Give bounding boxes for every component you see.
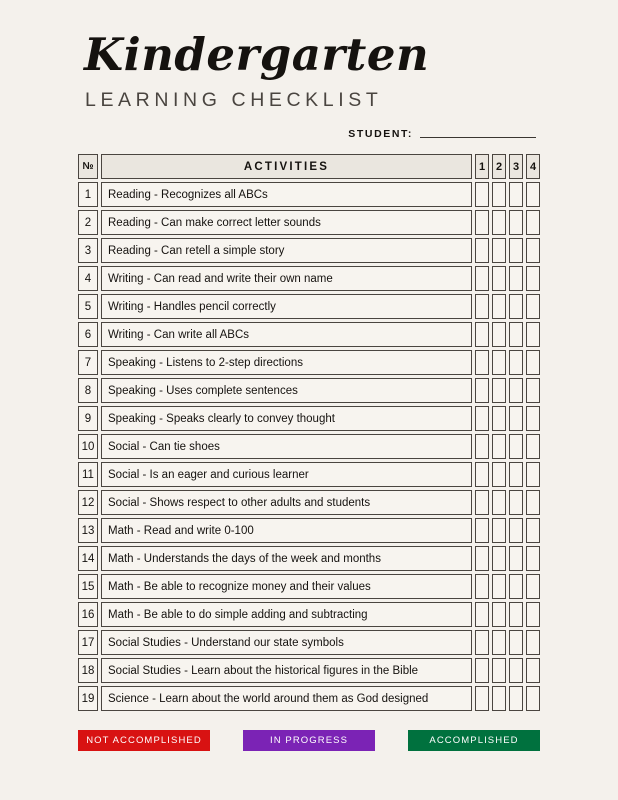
row-activity: Writing - Can write all ABCs: [101, 322, 472, 347]
checkbox-cell-2[interactable]: [492, 518, 506, 543]
column-header-activities: ACTIVITIES: [101, 154, 472, 179]
table-row: [78, 574, 540, 599]
checkbox-cell-2[interactable]: [492, 630, 506, 655]
checkbox-cell-1[interactable]: [475, 238, 489, 263]
checkbox-cell-2[interactable]: [492, 602, 506, 627]
row-activity: Reading - Can retell a simple story: [101, 238, 472, 263]
checkbox-cell-2[interactable]: [492, 658, 506, 683]
row-number: 16: [78, 602, 98, 627]
row-number: 4: [78, 266, 98, 291]
page-title: Kindergarten: [84, 28, 430, 81]
table-header-row: [78, 154, 540, 179]
checkbox-cell-4[interactable]: [526, 210, 540, 235]
student-label: STUDENT:: [348, 128, 413, 141]
row-number: 1: [78, 182, 98, 207]
row-activity: Speaking - Listens to 2-step directions: [101, 350, 472, 375]
checkbox-cell-3[interactable]: [509, 406, 523, 431]
row-activity: Math - Be able to recognize money and their values: [101, 574, 472, 599]
checkbox-cell-1[interactable]: [475, 322, 489, 347]
table-row: [78, 238, 540, 263]
row-activity: Speaking - Speaks clearly to convey thought: [101, 406, 472, 431]
row-number: 8: [78, 378, 98, 403]
row-number: 12: [78, 490, 98, 515]
row-number: 15: [78, 574, 98, 599]
checkbox-cell-3[interactable]: [509, 182, 523, 207]
table-row: [78, 630, 540, 655]
row-number: 14: [78, 546, 98, 571]
row-activity: Social - Shows respect to other adults and students: [101, 490, 472, 515]
row-activity: Math - Read and write 0-100: [101, 518, 472, 543]
row-number: 5: [78, 294, 98, 319]
checkbox-cell-4[interactable]: [526, 238, 540, 263]
checkbox-cell-3[interactable]: [509, 658, 523, 683]
row-activity: Math - Understands the days of the week and months: [101, 546, 472, 571]
checkbox-cell-3[interactable]: [509, 350, 523, 375]
row-activity: Science - Learn about the world around them as God designed: [101, 686, 472, 711]
checkbox-cell-2[interactable]: [492, 462, 506, 487]
table-row: [78, 546, 540, 571]
table-row: [78, 434, 540, 459]
checkbox-cell-4[interactable]: [526, 350, 540, 375]
checkbox-cell-4[interactable]: [526, 686, 540, 711]
checkbox-cell-4[interactable]: [526, 434, 540, 459]
column-header-mark-1: 1: [475, 154, 489, 179]
row-activity: Social Studies - Learn about the historical figures in the Bible: [101, 658, 472, 683]
checkbox-cell-3[interactable]: [509, 602, 523, 627]
checkbox-cell-4[interactable]: [526, 630, 540, 655]
checkbox-cell-2[interactable]: [492, 182, 506, 207]
checkbox-cell-2[interactable]: [492, 434, 506, 459]
table-row: [78, 490, 540, 515]
table-row: [78, 350, 540, 375]
row-number: 10: [78, 434, 98, 459]
checkbox-cell-2[interactable]: [492, 686, 506, 711]
checkbox-cell-1[interactable]: [475, 686, 489, 711]
row-activity: Social Studies - Understand our state symbols: [101, 630, 472, 655]
checkbox-cell-3[interactable]: [509, 490, 523, 515]
checkbox-cell-4[interactable]: [526, 378, 540, 403]
checkbox-cell-4[interactable]: [526, 266, 540, 291]
checkbox-cell-3[interactable]: [509, 322, 523, 347]
checkbox-cell-4[interactable]: [526, 294, 540, 319]
checkbox-cell-2[interactable]: [492, 210, 506, 235]
legend-button[interactable]: NOT ACCOMPLISHED: [78, 730, 210, 751]
checkbox-cell-1[interactable]: [475, 574, 489, 599]
checkbox-cell-2[interactable]: [492, 378, 506, 403]
checkbox-cell-2[interactable]: [492, 294, 506, 319]
status-legend: [78, 730, 540, 751]
table-row: [78, 182, 540, 207]
row-number: 9: [78, 406, 98, 431]
checkbox-cell-3[interactable]: [509, 462, 523, 487]
checkbox-cell-3[interactable]: [509, 266, 523, 291]
checkbox-cell-1[interactable]: [475, 602, 489, 627]
checkbox-cell-3[interactable]: [509, 434, 523, 459]
table-row: [78, 406, 540, 431]
checkbox-cell-4[interactable]: [526, 406, 540, 431]
checkbox-cell-3[interactable]: [509, 546, 523, 571]
checkbox-cell-3[interactable]: [509, 518, 523, 543]
checkbox-cell-4[interactable]: [526, 518, 540, 543]
checkbox-cell-3[interactable]: [509, 294, 523, 319]
row-activity: Social - Can tie shoes: [101, 434, 472, 459]
column-header-mark-3: 3: [509, 154, 523, 179]
checkbox-cell-1[interactable]: [475, 378, 489, 403]
table-row: [78, 602, 540, 627]
checkbox-cell-2[interactable]: [492, 490, 506, 515]
checkbox-cell-3[interactable]: [509, 630, 523, 655]
table-row: [78, 322, 540, 347]
column-header-mark-2: 2: [492, 154, 506, 179]
column-header-number: №: [78, 154, 98, 179]
row-number: 2: [78, 210, 98, 235]
checkbox-cell-2[interactable]: [492, 350, 506, 375]
checkbox-cell-2[interactable]: [492, 406, 506, 431]
column-header-mark-4: 4: [526, 154, 540, 179]
table-row: [78, 378, 540, 403]
checkbox-cell-2[interactable]: [492, 266, 506, 291]
checkbox-cell-1[interactable]: [475, 210, 489, 235]
checkbox-cell-1[interactable]: [475, 490, 489, 515]
checkbox-cell-1[interactable]: [475, 658, 489, 683]
table-row: [78, 658, 540, 683]
checkbox-cell-4[interactable]: [526, 658, 540, 683]
checkbox-cell-1[interactable]: [475, 266, 489, 291]
row-number: 19: [78, 686, 98, 711]
checkbox-cell-4[interactable]: [526, 322, 540, 347]
checkbox-cell-2[interactable]: [492, 322, 506, 347]
table-row: [78, 518, 540, 543]
row-activity: Writing - Handles pencil correctly: [101, 294, 472, 319]
checkbox-cell-4[interactable]: [526, 546, 540, 571]
table-row: [78, 266, 540, 291]
checkbox-cell-2[interactable]: [492, 546, 506, 571]
checkbox-cell-1[interactable]: [475, 350, 489, 375]
page-subtitle: LEARNING CHECKLIST: [85, 89, 383, 112]
checkbox-cell-3[interactable]: [509, 210, 523, 235]
row-activity: Reading - Can make correct letter sounds: [101, 210, 472, 235]
checkbox-cell-3[interactable]: [509, 574, 523, 599]
legend-button[interactable]: IN PROGRESS: [243, 730, 375, 751]
checkbox-cell-1[interactable]: [475, 462, 489, 487]
table-row: [78, 210, 540, 235]
row-number: 18: [78, 658, 98, 683]
checkbox-cell-3[interactable]: [509, 238, 523, 263]
checkbox-cell-2[interactable]: [492, 574, 506, 599]
page-header: [0, 0, 618, 140]
row-activity: Writing - Can read and write their own name: [101, 266, 472, 291]
row-activity: Reading - Recognizes all ABCs: [101, 182, 472, 207]
table-body: [78, 182, 540, 711]
checkbox-cell-1[interactable]: [475, 546, 489, 571]
checkbox-cell-1[interactable]: [475, 182, 489, 207]
checkbox-cell-1[interactable]: [475, 630, 489, 655]
checklist-table: [78, 154, 540, 711]
table-row: [78, 294, 540, 319]
checkbox-cell-4[interactable]: [526, 602, 540, 627]
checkbox-cell-1[interactable]: [475, 406, 489, 431]
row-activity: Speaking - Uses complete sentences: [101, 378, 472, 403]
row-number: 13: [78, 518, 98, 543]
row-activity: Social - Is an eager and curious learner: [101, 462, 472, 487]
student-input-line[interactable]: [420, 137, 536, 138]
checkbox-cell-1[interactable]: [475, 434, 489, 459]
table-row: [78, 686, 540, 711]
checkbox-cell-4[interactable]: [526, 490, 540, 515]
checkbox-cell-4[interactable]: [526, 462, 540, 487]
row-number: 17: [78, 630, 98, 655]
checkbox-cell-1[interactable]: [475, 518, 489, 543]
checkbox-cell-4[interactable]: [526, 574, 540, 599]
checkbox-cell-1[interactable]: [475, 294, 489, 319]
row-number: 3: [78, 238, 98, 263]
row-number: 11: [78, 462, 98, 487]
table-row: [78, 462, 540, 487]
checkbox-cell-3[interactable]: [509, 378, 523, 403]
row-number: 7: [78, 350, 98, 375]
checkbox-cell-4[interactable]: [526, 182, 540, 207]
legend-button[interactable]: ACCOMPLISHED: [408, 730, 540, 751]
row-number: 6: [78, 322, 98, 347]
checkbox-cell-3[interactable]: [509, 686, 523, 711]
checkbox-cell-2[interactable]: [492, 238, 506, 263]
row-activity: Math - Be able to do simple adding and subtracting: [101, 602, 472, 627]
student-field: [80, 128, 538, 140]
